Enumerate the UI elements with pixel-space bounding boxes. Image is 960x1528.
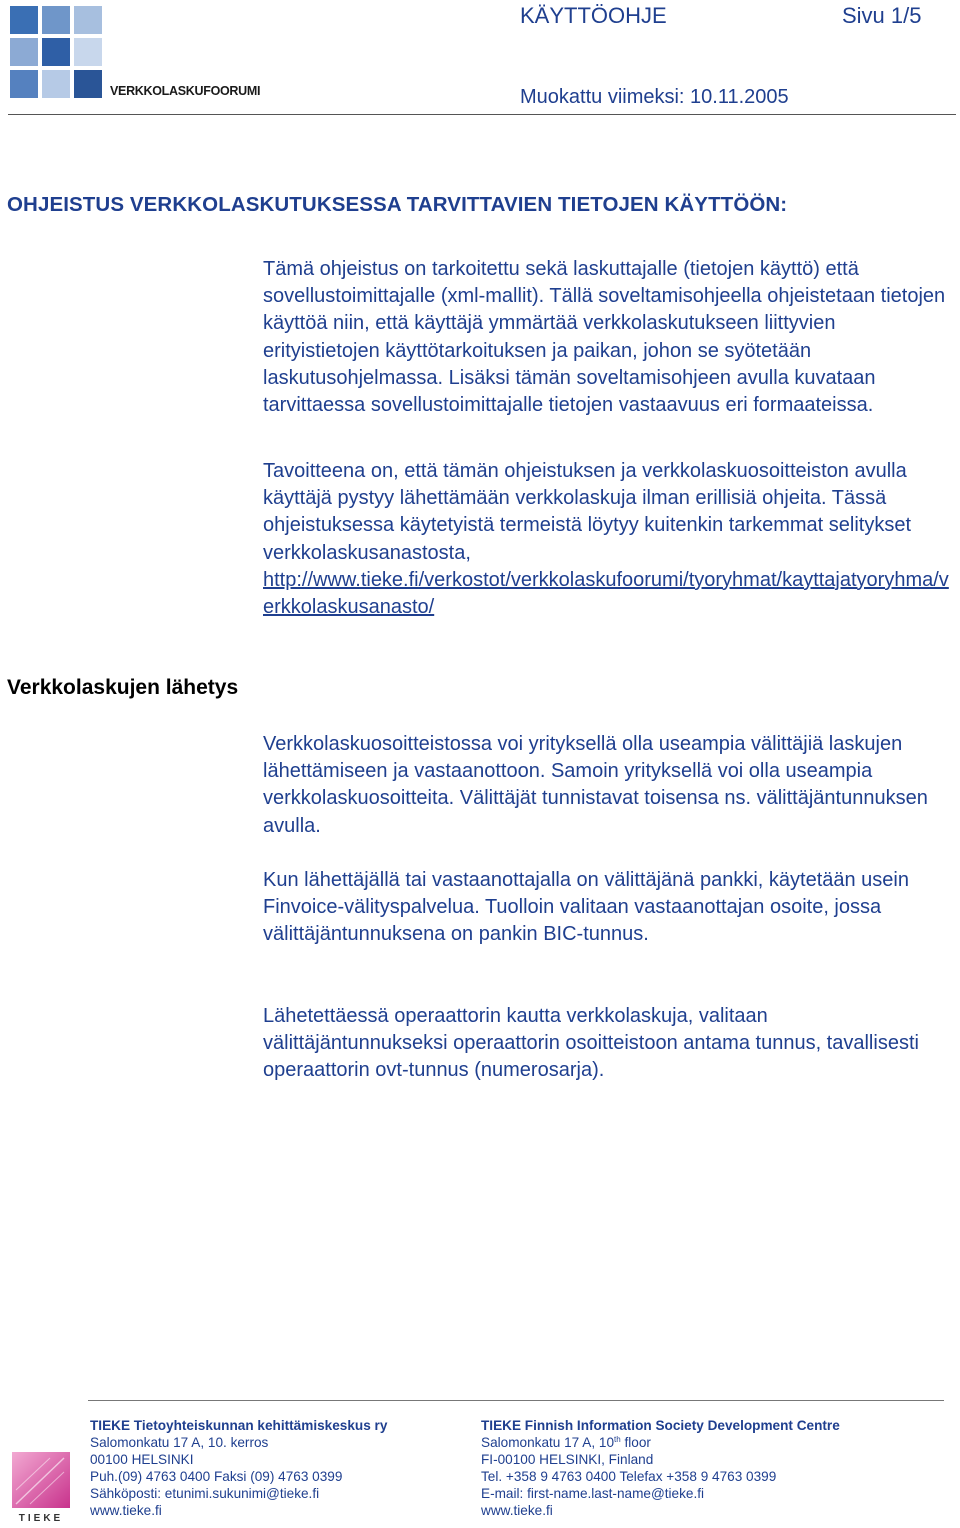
footer-divider (88, 1400, 944, 1401)
modified-date: Muokattu viimeksi: 10.11.2005 (520, 86, 789, 108)
section-paragraph-1: Verkkolaskuosoitteistossa voi yrityksellä olla useampia välittäjiä laskujen lähettämiseen ja vastaanottoon. Samoin yrityksellä voi olla useampia verkkolaskuosoitteita. Välittäjät tunnistavat toisensa ns. välittäjäntunnuksen avulla. (263, 733, 928, 837)
verkkolaskufoorumi-logo (10, 6, 261, 100)
section-heading: Verkkolaskujen lähetys (7, 676, 239, 699)
footer-finnish-address (90, 1418, 387, 1519)
footer-city-en: FI-00100 HELSINKI, Finland (481, 1451, 654, 1467)
intro-paragraph-1: Tämä ohjeistus on tarkoitettu sekä laskuttajalle (tietojen käyttö) että sovellustoimittajalle (xml-mallit). Tällä soveltamisohjeella ohjeistetaan tietojen käyttöä niin, että käyttäjä ymmärtää verkkolaskutukseen liittyvien erityistietojen käyttötarkoituksen ja paikan, johon se syötetään laskutusohjelmassa. Lisäksi tämän soveltamisohjeen avulla kuvataan tarvittaessa sovellustoimittajalle tietojen vastaavuus eri formaateissa. (263, 258, 946, 417)
tieke-logo (10, 1450, 72, 1523)
footer-street-en-main: Salomonkatu 17 A, 10 (481, 1434, 615, 1450)
page-number: Sivu 1/5 (842, 3, 922, 28)
header-divider (8, 114, 956, 115)
footer-street-en-sup: th (614, 1434, 621, 1444)
logo-text: VERKKOLASKUFOORUMI (110, 84, 261, 98)
footer-web-fi: www.tieke.fi (90, 1502, 162, 1518)
footer-english-address (481, 1418, 840, 1519)
footer-street-en (481, 1435, 840, 1452)
footer-email-fi: Sähköposti: etunimi.sukunimi@tieke.fi (90, 1485, 320, 1501)
footer-phone-en: Tel. +358 9 4763 0400 Telefax +358 9 4763 0399 (481, 1468, 777, 1484)
footer-web-en: www.tieke.fi (481, 1502, 553, 1518)
footer-org-name-en: TIEKE Finnish Information Society Development Centre (481, 1418, 840, 1433)
vocabulary-link[interactable]: http://www.tieke.fi/verkostot/verkkolaskufoorumi/tyoryhmat/kayttajatyoryhma/verkkolaskusanasto/ (263, 568, 949, 619)
tieke-logo-icon (10, 1450, 72, 1523)
main-heading: OHJEISTUS VERKKOLASKUTUKSESSA TARVITTAVIEN TIETOJEN KÄYTTÖÖN: (7, 193, 788, 216)
footer-org-name-fi: TIEKE Tietoyhteiskunnan kehittämiskeskus ry (90, 1418, 388, 1433)
logo-grid-icon (10, 6, 102, 98)
footer-city-fi: 00100 HELSINKI (90, 1451, 194, 1467)
footer-email-en: E-mail: first-name.last-name@tieke.fi (481, 1485, 705, 1501)
tieke-logo-text: TIEKE (18, 1513, 64, 1523)
section-paragraph-3: Lähetettäessä operaattorin kautta verkkolaskuja, valitaan välittäjäntunnukseksi operaattorin osoitteistoon antama tunnus, tavallisesti operaattorin ovt-tunnus (numerosarja). (263, 1005, 919, 1082)
section-paragraph-2: Kun lähettäjällä tai vastaanottajalla on välittäjänä pankki, käytetään usein Finvoice-välityspalvelua. Tuolloin valitaan vastaanottajan osoite, jossa välittäjäntunnuksena on pankin BIC-tunnus. (263, 869, 909, 946)
document-title: KÄYTTÖOHJE (520, 3, 667, 28)
intro-paragraph-2-text: Tavoitteena on, että tämän ohjeistuksen ja verkkolaskuosoitteiston avulla käyttäjä pystyy lähettämään verkkolaskuja ilman erillisiä ohjeita. Tässä ohjeistuksessa käytetyistä termeistä löytyy kuitenkin tarkemmat selitykset verkkolaskusanastosta, (263, 460, 912, 564)
footer-phone-fi: Puh.(09) 4763 0400 Faksi (09) 4763 0399 (90, 1468, 343, 1484)
intro-paragraph-2 (263, 458, 957, 621)
footer-street-en-suffix: floor (620, 1434, 651, 1450)
footer-street-fi: Salomonkatu 17 A, 10. kerros (90, 1434, 269, 1450)
